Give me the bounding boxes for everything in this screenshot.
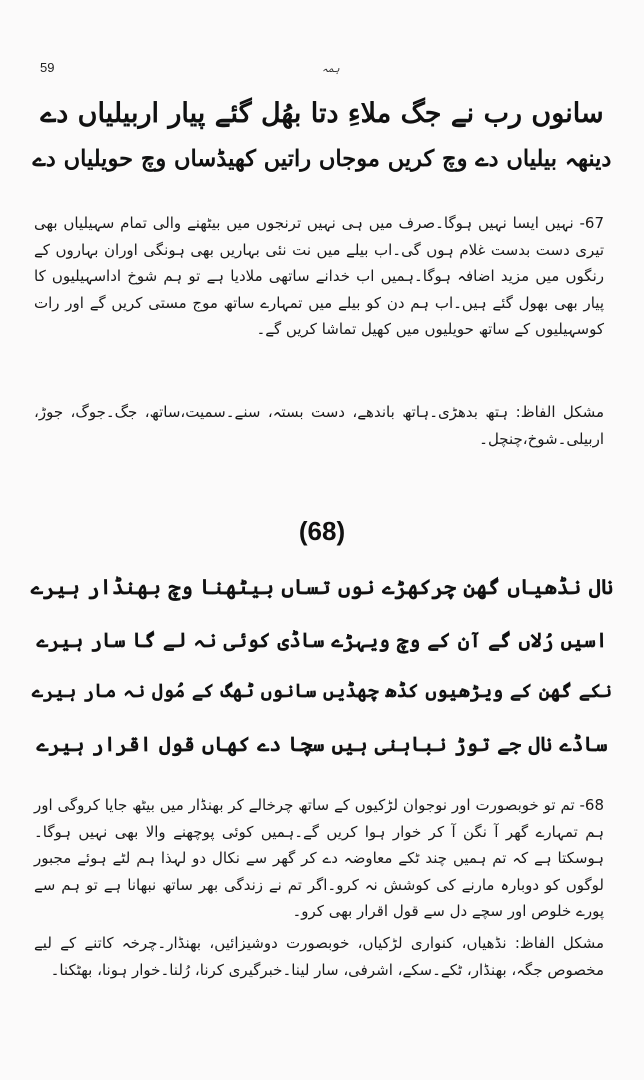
poem-1-line-2: دینھہ بیلیاں دے وچ کریں موجاں راتیں کھیڈساں وچ حویلیاں دے — [32, 146, 612, 172]
glossary-67: مشکل الفاظ: ہتھ بدھڑی۔ہاتھ باندھے، دست بستہ، سنے۔سمیت،ساتھ، جگ۔جوگ، جوڑ، اربیلی۔شوخ،چنچل۔ — [34, 403, 604, 448]
commentary-68: 68- تم تو خوبصورت اور نوجوان لڑکیوں کے ساتھ چرخالے کر بھنڈار میں بیٹھ جایا کروگی اور ہم تمہارے گھر آ نگن آ کر خوار ہوا کریں گے۔ہمیں کوئی پوچھنے والا بھی نہیں ہوگا۔ہوسکتا ہے کہ تم ہمیں چند ٹکے معاوضہ دے کر گھر سے نکال دو لہذا ہم لٹے ہوئے مجبور لوگوں کو دوبارہ مارنے کی کوشش نہ کرو۔اگر تم نے زندگی بھر ساتھ نبھانا ہے تو ہم سے پورے خلوص اور سچے دل سے قول اقرار بھی کرو۔ — [34, 796, 604, 920]
poem-1-line-1: سانوں رب نے جگ ملاءِ دتا بھُل گئے پیار اربیلیاں دے — [40, 98, 604, 129]
poem-2-line-4: ساڈے نال جے توڑ نباہنی ہیں سچا دے کھاں قول اقرار ہیرے — [36, 732, 608, 756]
poem-2-line-2: اسیں رُلاں گے آن کے وچ ویہڑے ساڈی کوئی نہ لے گا سار ہیرے — [36, 628, 608, 652]
poem-2-line-1: نال نڈھیاں گھِن چرکھڑے نوں تساں بیٹھنا وچ بھنڈار ہیرے — [30, 574, 614, 599]
section-number: (68) — [298, 516, 346, 546]
commentary-67: 67- نہیں ایسا نہیں ہوگا۔صرف میں ہی نہیں ترنجوں میں بیٹھنے والی تمام سہیلیاں بھی تیری دست بدست غلام ہوں گی۔اب بیلے میں نت نئی بہاریں بھی ہونگی اوران بہاروں کے رنگوں میں مزید اضافہ ہوگا۔ہمیں اب خدانے ساتھی ملادیا ہے تو ہم شوخ اداسہیلیوں کا پیار بھی بھول گئے ہیں۔اب ہم دن کو بیلے میں تمہارے ساتھ موج مستی کریں گے اور رات کوسہیلیوں کے ساتھ حویلیوں میں کھیل تماشا کریں گے۔ — [34, 214, 604, 338]
poem-2-line-3: نکے گھِن کے ویڑھیوں کڈھ چھڈیں سانوں ٹھگ کے مُول نہ مار ہیرے — [31, 680, 613, 702]
page-number: 59 — [40, 60, 55, 75]
glossary-68: مشکل الفاظ: نڈھیاں، کنواری لڑکیاں، خوبصورت دوشیزائیں، بھنڈار۔چرخہ کاتنے کے لیے مخصوص جگہ، بھنڈار، ٹکے۔سکے، اشرفی، سار لینا۔خبرگیری کرنا، رُلنا۔خوار ہونا، بھٹکنا۔ — [34, 934, 604, 979]
header-mark: ہمہ — [322, 64, 340, 75]
